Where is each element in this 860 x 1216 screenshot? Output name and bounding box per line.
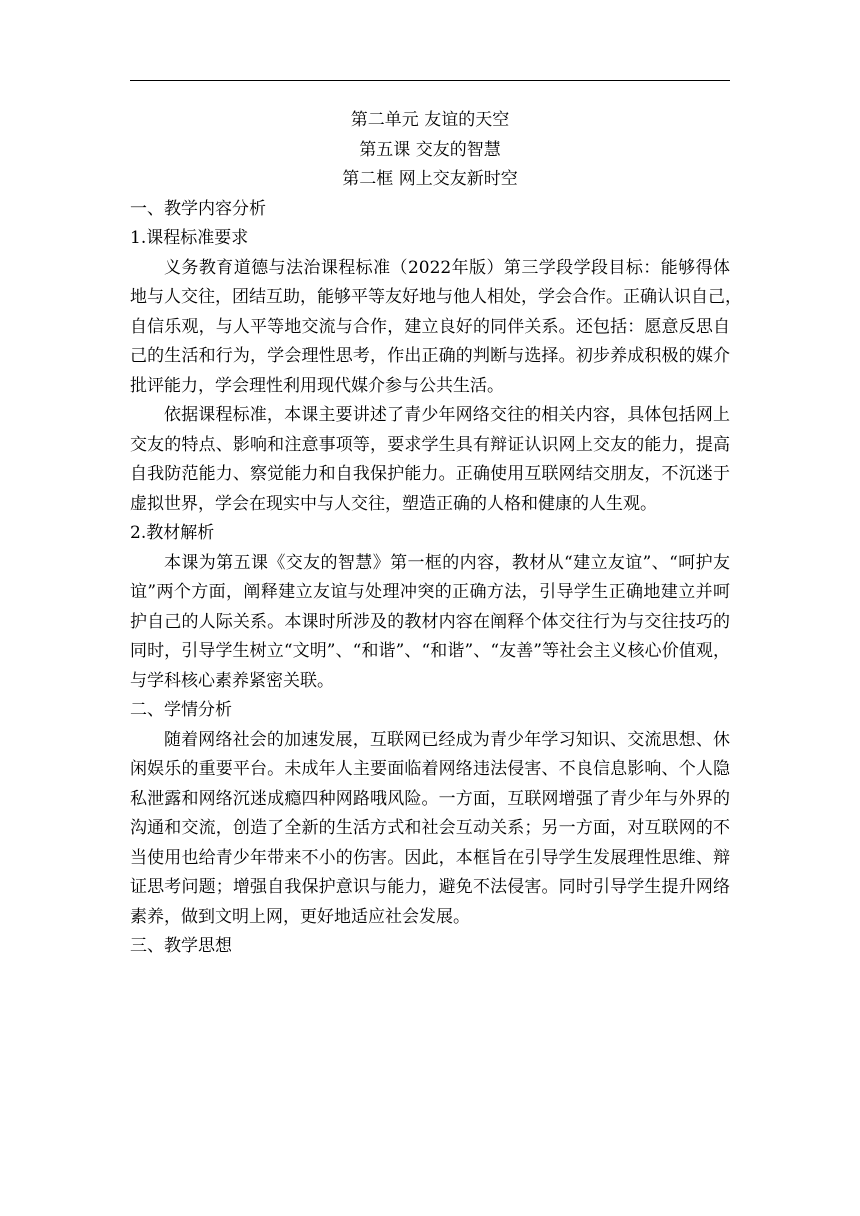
text-line: 私泄露和网络沉迷成瘾四种网路哦风险。一方面，互联网增强了青少年与外界的	[130, 788, 730, 809]
text-line: 护自己的人际关系。本课时所涉及的教材内容在阐释个体交往行为与交往技巧的	[130, 611, 730, 632]
text-line: 义务教育道德与法治课程标准（2022年版）第三学段学段目标：能够得体	[164, 257, 730, 278]
text-line: 批评能力，学会理性利用现代媒介参与公共生活。	[130, 375, 504, 396]
text-line: 谊”两个方面，阐释建立友谊与处理冲突的正确方法，引导学生正确地建立并呵	[130, 582, 730, 602]
text-line: 证思考问题；增强自我保护意识与能力，避免不法侵害。同时引导学生提升网络	[130, 877, 730, 897]
text-line: 同时，引导学生树立“文明”、“和谐”、“和谐”、“友善”等社会主义核心价值观，	[130, 641, 730, 661]
heading-content-analysis: 一、教学内容分析	[130, 198, 266, 219]
text-line: 依据课程标准，本课主要讲述了青少年网络交往的相关内容，具体包括网上	[164, 405, 730, 425]
lesson-title: 第五课 交友的智慧	[359, 139, 501, 160]
paragraph-textbook-1	[130, 549, 730, 697]
text-line: 自信乐观，与人平等地交流与合作，建立良好的同伴关系。还包括：愿意反思自	[130, 316, 730, 337]
text-line: 自我防范能力、察觉能力和自我保护能力。正确使用互联网结交朋友，不沉迷于	[130, 464, 730, 484]
text-line: 素养，做到文明上网，更好地适应社会发展。	[130, 906, 470, 927]
text-line: 己的生活和行为，学会理性思考，作出正确的判断与选择。初步养成积极的媒介	[130, 346, 730, 366]
document-body	[130, 106, 742, 962]
unit-title: 第二单元 友谊的天空	[350, 110, 510, 130]
heading-curriculum-standard: 1.课程标准要求	[130, 228, 249, 248]
paragraph-standard-2	[130, 401, 730, 519]
paragraph-standard-1	[130, 254, 742, 402]
text-line: 交友的特点、影响和注意事项等，要求学生具有辩证认识网上交友的能力，提高	[130, 434, 730, 455]
text-line: 虚拟世界，学会在现实中与人交往，塑造正确的人格和健康的人生观。	[130, 493, 657, 514]
text-line: 闲娱乐的重要平台。未成年人主要面临着网络违法侵害、不良信息影响、个人隐	[130, 759, 730, 779]
heading-learner-analysis: 二、学情分析	[130, 700, 232, 720]
text-line: 与学科核心素养紧密关联。	[130, 670, 334, 691]
text-line: 本课为第五课《交友的智慧》第一框的内容，教材从“建立友谊”、“呵护友	[164, 552, 730, 573]
heading-textbook-analysis: 2.教材解析	[130, 523, 215, 543]
text-line: 随着网络社会的加速发展，互联网已经成为青少年学习知识、交流思想、休	[164, 729, 730, 750]
paragraph-learner-1	[130, 726, 730, 933]
text-line: 当使用也给青少年带来不小的伤害。因此，本框旨在引导学生发展理性思维、辩	[130, 847, 730, 868]
header-rule	[130, 80, 730, 81]
heading-teaching-thought: 三、教学思想	[130, 936, 232, 956]
section-title: 第二框 网上交友新时空	[342, 169, 518, 189]
text-line: 地与人交往，团结互助，能够平等友好地与他人相处，学会合作。正确认识自己，	[130, 287, 742, 307]
text-line: 沟通和交流，创造了全新的生活方式和社会互动关系；另一方面，对互联网的不	[130, 818, 730, 838]
